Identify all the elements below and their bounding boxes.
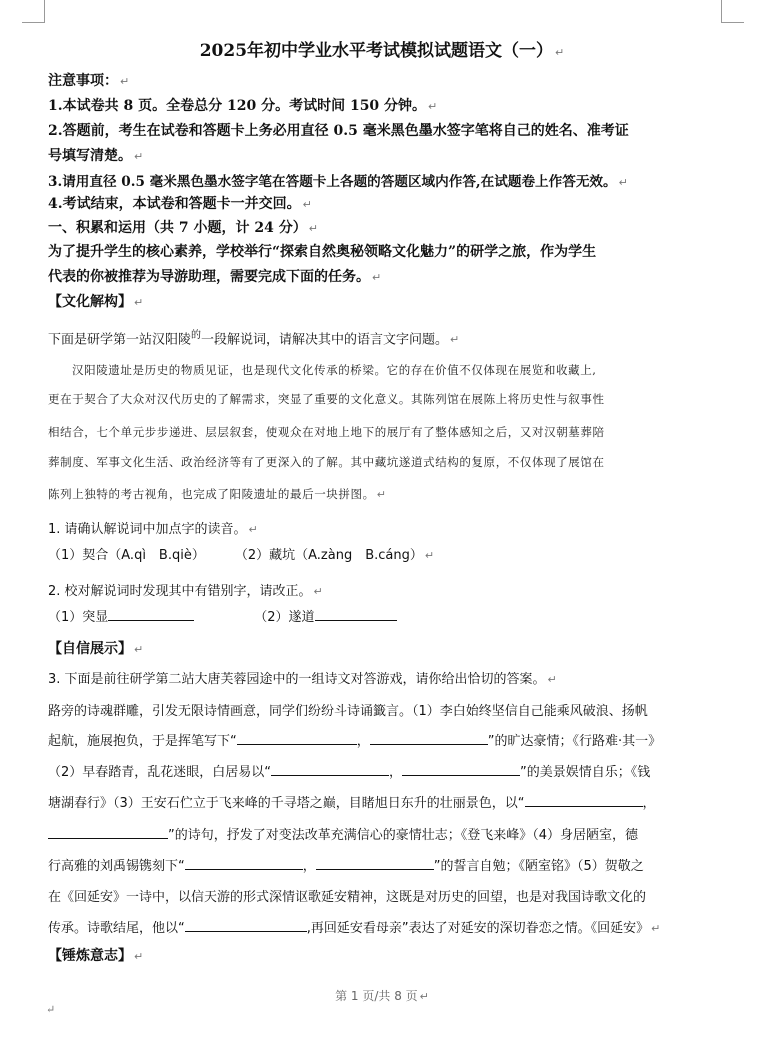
passage-line: 相结合，七个单元步步递进、层层叙套，使观众在对地上地下的展厅有了整体感知之后，又对汉朝墓葬陪 bbox=[48, 425, 605, 439]
question-2-options: （1）突显 （2）遂道 bbox=[48, 606, 397, 625]
notice-item-2: 2.答题前，考生在试卷和答题卡上务必用直径 0.5 毫米黑色墨水签字笔将自己的姓名、准考证 bbox=[48, 123, 629, 139]
section-confidence-heading: 【自信展示】 ↵ bbox=[48, 641, 144, 657]
paragraph-mark-icon: ↵ bbox=[46, 1003, 56, 1016]
notice-item-4: 4.考试结束，本试卷和答题卡一并交回。 ↵ bbox=[48, 196, 312, 212]
section-culture-heading: 【文化解构】 ↵ bbox=[48, 294, 144, 310]
paragraph-mark-icon: ↵ bbox=[618, 176, 628, 189]
answer-blank[interactable] bbox=[185, 917, 307, 932]
passage-line: 汉阳陵遗址是历史的物质见证，也是现代文化传承的桥梁。它的存在价值不仅体现在展览和收藏上, bbox=[72, 363, 597, 377]
question-3: 3. 下面是前往研学第二站大唐芙蓉园途中的一组诗文对答游戏，请你给出恰切的答案。 ↵ bbox=[48, 672, 557, 687]
answer-blank[interactable] bbox=[525, 792, 643, 807]
paragraph-mark-icon: ↵ bbox=[428, 100, 438, 113]
question-1: 1. 请确认解说词中加点字的读音。 ↵ bbox=[48, 522, 258, 537]
poem-line: 起航，施展抱负，于是挥笔写下“ ， ”的旷达豪情；《行路难·其一》 bbox=[48, 730, 661, 749]
part1-heading: 一、积累和运用（共 7 小题，计 24 分） ↵ bbox=[48, 220, 318, 236]
notice-heading: 注意事项： ↵ bbox=[48, 73, 130, 89]
answer-blank[interactable] bbox=[370, 730, 488, 745]
poem-line: 传承。诗歌结尾，他以“ ,再回延安看母亲”表达了对延安的深切眷恋之情。《回延安》 ↵ bbox=[48, 917, 660, 936]
answer-blank[interactable] bbox=[185, 855, 303, 870]
paragraph-mark-icon: ↵ bbox=[450, 333, 460, 347]
notice-item-3: 3.请用直径 0.5 毫米黑色墨水签字笔在答题卡上各题的答题区域内作答,在试题卷上作答无效。 ↵ bbox=[48, 174, 628, 190]
passage-line: 更在于契合了大众对汉代历史的了解需求，突显了重要的文化意义。其陈列馆在展陈上将历史性与叙事性 bbox=[48, 392, 605, 406]
passage-line: 葬制度、军事文化生活、政治经济等有了更深入的了解。其中藏坑遂道式结构的复原，不仅体现了展馆在 bbox=[48, 455, 605, 469]
paragraph-mark-icon: ↵ bbox=[134, 643, 144, 656]
paragraph-mark-icon: ↵ bbox=[308, 222, 318, 235]
part1-intro-cont: 代表的你被推荐为导游助理，需要完成下面的任务。 ↵ bbox=[48, 269, 382, 285]
paragraph-mark-icon: ↵ bbox=[134, 296, 144, 309]
culture-lead: 下面是研学第一站汉阳陵$^的$一段解说词，请解决其中的语言文字问题。 ↵ bbox=[48, 330, 460, 348]
answer-blank[interactable] bbox=[108, 606, 194, 621]
paragraph-mark-icon: ↵ bbox=[424, 549, 435, 562]
passage-line: 陈列上独特的考古视角，也完成了阳陵遗址的最后一块拼图。 ↵ bbox=[48, 487, 387, 501]
poem-line: 在《回延安》一诗中，以信天游的形式深情讴歌延安精神，这既是对历史的回望，也是对我国诗歌文化的 bbox=[48, 890, 647, 905]
paragraph-mark-icon: ↵ bbox=[547, 673, 557, 686]
page-footer: 第 1 页/共 8 页 ↵ bbox=[335, 989, 429, 1003]
poem-line: ”的诗句，抒发了对变法改革充满信心的豪情壮志；《登飞来峰》（4）身居陋室，德 bbox=[48, 824, 638, 843]
answer-blank[interactable] bbox=[48, 824, 168, 839]
answer-blank[interactable] bbox=[271, 761, 389, 776]
question-1-options: （1）契合（A.qì B.qiè） （2）藏坑（A.zàng B.cáng） ↵ bbox=[48, 548, 435, 563]
notice-item-2-cont: 号填写清楚。 ↵ bbox=[48, 148, 144, 164]
paragraph-mark-icon: ↵ bbox=[651, 922, 661, 935]
paragraph-mark-icon: ↵ bbox=[134, 150, 144, 163]
paragraph-mark-icon: ↵ bbox=[134, 950, 144, 963]
paragraph-mark-icon: ↵ bbox=[120, 75, 130, 88]
poem-line: 路旁的诗魂群雕，引发无限诗情画意，同学们纷纷斗诗诵籤言。（1）李白始终坚信自己能乘风破浪、扬帆 bbox=[48, 704, 648, 719]
paragraph-mark-icon: ↵ bbox=[302, 198, 312, 211]
page-title: 2025年初中学业水平考试模拟试题语文（一） ↵ bbox=[199, 41, 565, 61]
answer-blank[interactable] bbox=[316, 855, 434, 870]
paragraph-mark-icon: ↵ bbox=[419, 990, 429, 1003]
paragraph-mark-icon: ↵ bbox=[376, 488, 387, 501]
section-temper-heading: 【锤炼意志】 ↵ bbox=[48, 948, 144, 964]
poem-line: （2）早春踏青，乱花迷眼，白居易以“ ， ”的美景娱情自乐；《钱 bbox=[48, 761, 650, 780]
crop-mark-top-right bbox=[721, 0, 744, 23]
poem-line: 行高雅的刘禹锡镌刻下“ ， ”的誓言自勉；《陋室铭》（5）贺敬之 bbox=[48, 855, 644, 874]
crop-mark-top-left bbox=[22, 0, 45, 23]
answer-blank[interactable] bbox=[402, 761, 520, 776]
part1-intro: 为了提升学生的核心素养，学校举行“探索自然奥秘领略文化魅力”的研学之旅，作为学生 bbox=[48, 244, 597, 260]
paragraph-mark-icon: ↵ bbox=[555, 46, 565, 59]
paragraph-mark-icon: ↵ bbox=[248, 523, 258, 536]
paragraph-mark-icon: ↵ bbox=[372, 271, 382, 284]
answer-blank[interactable] bbox=[237, 730, 357, 745]
question-2: 2. 校对解说词时发现其中有错别字，请改正。 ↵ bbox=[48, 584, 323, 599]
paragraph-mark-icon: ↵ bbox=[313, 585, 323, 598]
notice-item-1: 1.本试卷共 8 页。全卷总分 120 分。考试时间 150 分钟。 ↵ bbox=[48, 98, 438, 114]
answer-blank[interactable] bbox=[315, 606, 397, 621]
poem-line: 塘湖春行》（3）王安石伫立于飞来峰的千寻塔之巅，目睹旭日东升的壮丽景色，以“ ， bbox=[48, 792, 656, 811]
